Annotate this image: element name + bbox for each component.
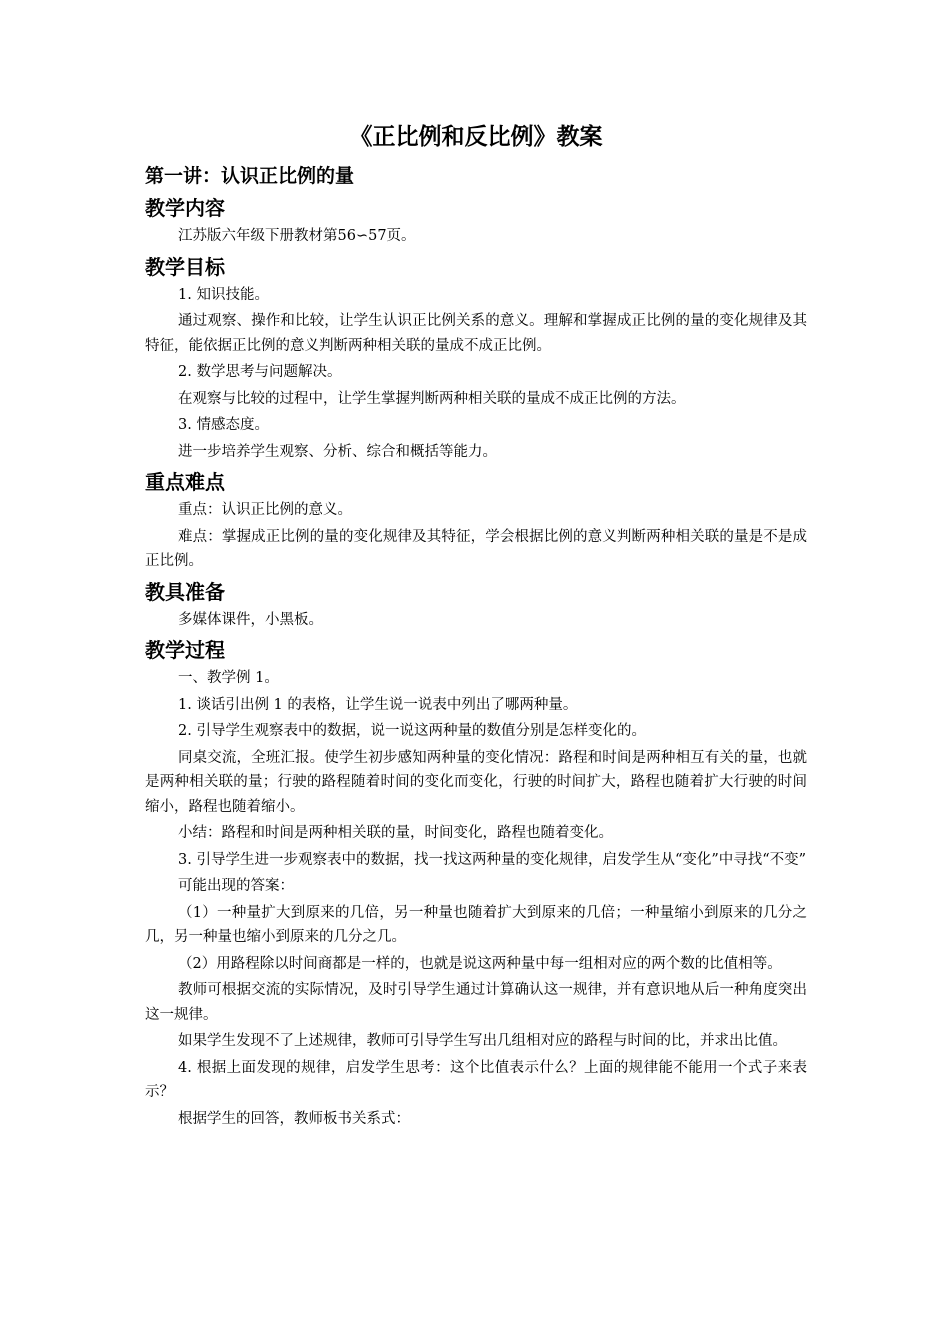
paragraph: 进一步培养学生观察、分析、综合和概括等能力。: [178, 443, 497, 460]
section-heading-tools: 教具准备: [145, 579, 225, 604]
paragraph: 如果学生发现不了上述规律，教师可引导学生写出几组相对应的路程与时间的比，并求出比值。: [178, 1033, 787, 1049]
section-heading-keypoints: 重点难点: [145, 470, 225, 494]
paragraph: 3. 情感态度。: [178, 417, 269, 433]
paragraph: 难点：掌握成正比例的量的变化规律及其特征，学会根据比例的意义判断两种相关联的量是不是成正比例。: [145, 528, 807, 569]
paragraph: 3. 引导学生进一步观察表中的数据，找一找这两种量的变化规律，启发学生从“变化”中寻找“不变”: [178, 851, 807, 868]
paragraph: 2. 数学思考与问题解决。: [178, 364, 342, 380]
section-heading-goals: 教学目标: [145, 254, 225, 279]
lecture-heading: 第一讲：认识正比例的量: [145, 165, 355, 187]
paragraph: 1. 知识技能。: [178, 286, 269, 303]
document-title: 《正比例和反比例》教案: [349, 124, 603, 150]
paragraph: 多媒体课件，小黑板。: [178, 611, 323, 628]
paragraph: 教师可根据交流的实际情况，及时引导学生通过计算确认这一规律，并有意识地从后一种角度突出这一规律。: [145, 982, 807, 1023]
paragraph: （2）用路程除以时间商都是一样的，也就是说这两种量中每一组相对应的两个数的比值相等。: [178, 955, 782, 972]
section-heading-content: 教学内容: [145, 196, 225, 220]
paragraph: 通过观察、操作和比较，让学生认识正比例关系的意义。理解和掌握成正比例的量的变化规律及其特征，能依据正比例的意义判断两种相关联的量成不成正比例。: [145, 313, 807, 354]
paragraph: 重点：认识正比例的意义。: [178, 502, 352, 518]
paragraph: （1）一种量扩大到原来的几倍，另一种量也随着扩大到原来的几倍；一种量缩小到原来的几分之几，另一种量也缩小到原来的几分之几。: [145, 904, 807, 945]
paragraph: 同桌交流，全班汇报。使学生初步感知两种量的变化情况：路程和时间是两种相互有关的量，也就是两种相关联的量；行驶的路程随着时间的变化而变化，行驶的时间扩大，路程也随着扩大行驶的时间缩小，路程也随着缩小。: [145, 749, 807, 815]
paragraph: 1. 谈话引出例 1 的表格，让学生说一说表中列出了哪两种量。: [178, 696, 578, 713]
paragraph: 根据学生的回答，教师板书关系式：: [178, 1110, 410, 1127]
section-heading-process: 教学过程: [145, 638, 225, 662]
paragraph: 在观察与比较的过程中，让学生掌握判断两种相关联的量成不成正比例的方法。: [178, 390, 686, 407]
document-page: [145, 118, 807, 1133]
paragraph: 一、教学例 1。: [178, 670, 279, 686]
paragraph: 可能出现的答案：: [178, 878, 294, 894]
paragraph: 小结：路程和时间是两种相关联的量，时间变化，路程也随着变化。: [178, 825, 613, 841]
paragraph: 江苏版六年级下册教材第56∽57页。: [178, 228, 416, 244]
paragraph: 4. 根据上面发现的规律，启发学生思考：这个比值表示什么？上面的规律能不能用一个式子来表示？: [145, 1059, 807, 1100]
paragraph: 2. 引导学生观察表中的数据，说一说这两种量的数值分别是怎样变化的。: [178, 723, 646, 739]
